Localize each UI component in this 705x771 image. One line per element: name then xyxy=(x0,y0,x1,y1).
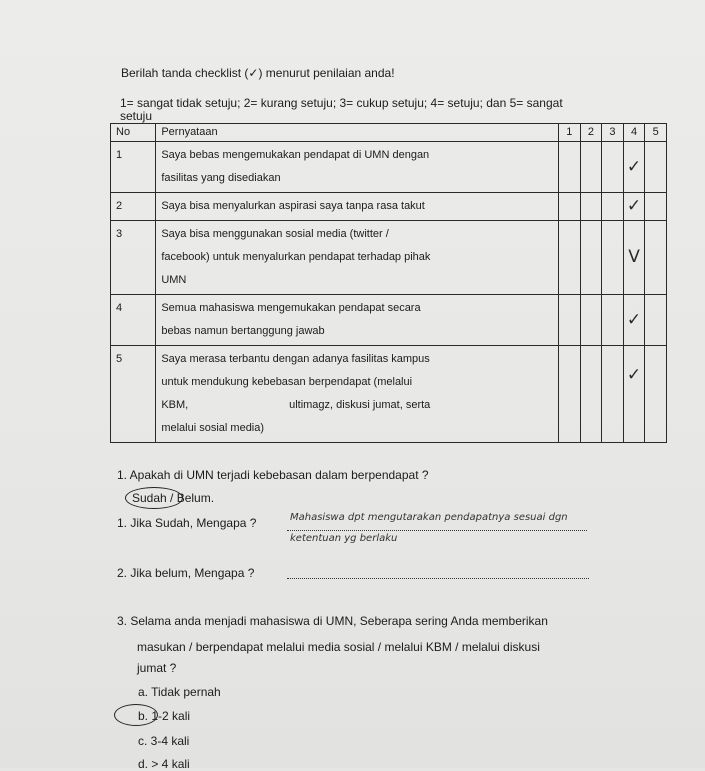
cell-scale-1[interactable] xyxy=(559,193,581,221)
option-c[interactable]: c. 3-4 kali xyxy=(138,734,190,748)
statement-line: fasilitas yang disediakan xyxy=(161,172,281,184)
cell-scale-2[interactable] xyxy=(580,142,602,193)
instruction-line-2: 1= sangat tidak setuju; 2= kurang setuju; 3= cukup setuju; 4= setuju; dan 5= sangat xyxy=(120,96,563,110)
cell-scale-5[interactable] xyxy=(645,193,667,221)
statement-line: KBM, ultimagz, diskusi jumat, serta xyxy=(161,399,431,411)
handwritten-answer-line-2: ketentuan yg berlaku xyxy=(290,533,398,544)
handwritten-answer-line-1: Mahasiswa dpt mengutarakan pendapatnya sesuai dgn xyxy=(290,512,568,523)
table-row xyxy=(111,346,667,443)
instruction-line-3: setuju xyxy=(120,109,153,123)
cell-scale-4-checked[interactable]: ✓ xyxy=(623,295,645,346)
question-1: 1. Apakah di UMN terjadi kebebasan dalam berpendapat ? xyxy=(117,468,429,482)
row-statement xyxy=(156,193,559,221)
cell-scale-4-checked[interactable]: V xyxy=(623,221,645,295)
row-number: 3 xyxy=(111,221,156,295)
statement-line: Semua mahasiswa mengemukakan pendapat secara xyxy=(161,302,421,314)
answer-circle xyxy=(114,704,158,726)
option-b[interactable]: b. 1-2 kali xyxy=(138,709,191,723)
rating-table xyxy=(110,123,667,443)
question-2-belum-label: 2. Jika belum, Mengapa ? xyxy=(117,566,255,580)
header-scale-5: 5 xyxy=(645,124,667,142)
statement-line: melalui sosial media) xyxy=(161,422,265,434)
statement-line: Saya bisa menyalurkan aspirasi saya tanpa rasa takut xyxy=(161,200,425,212)
cell-scale-1[interactable] xyxy=(559,142,581,193)
row-number: 4 xyxy=(111,295,156,346)
statement-line: untuk mendukung kebebasan berpendapat (melalui xyxy=(161,376,413,388)
cell-scale-2[interactable] xyxy=(580,193,602,221)
cell-scale-1[interactable] xyxy=(559,346,581,443)
header-scale-1: 1 xyxy=(559,124,581,142)
answer-circle xyxy=(125,487,183,509)
cell-scale-4-checked[interactable]: ✓ xyxy=(623,193,645,221)
cell-scale-5[interactable] xyxy=(645,142,667,193)
instruction-line-1: Berilah tanda checklist (✓) menurut penilaian anda! xyxy=(121,66,395,80)
header-scale-4: 4 xyxy=(623,124,645,142)
cell-scale-5[interactable] xyxy=(645,295,667,346)
header-no: No xyxy=(111,124,156,142)
cell-scale-5[interactable] xyxy=(645,346,667,443)
answer-line xyxy=(287,530,587,531)
cell-scale-3[interactable] xyxy=(602,295,624,346)
cell-scale-1[interactable] xyxy=(559,295,581,346)
cell-scale-3[interactable] xyxy=(602,346,624,443)
cell-scale-2[interactable] xyxy=(580,346,602,443)
statement-line: Saya bebas mengemukakan pendapat di UMN dengan xyxy=(161,149,430,161)
row-statement xyxy=(156,346,559,443)
statement-line: Saya merasa terbantu dengan adanya fasilitas kampus xyxy=(161,353,430,365)
cell-scale-4-checked[interactable]: ✓ xyxy=(623,142,645,193)
option-d[interactable]: d. > 4 kali xyxy=(138,757,190,771)
cell-scale-1[interactable] xyxy=(559,221,581,295)
question-1-options: Sudah / Belum. xyxy=(132,491,215,505)
header-scale-3: 3 xyxy=(602,124,624,142)
question-3-line-3: jumat ? xyxy=(137,661,177,675)
option-a[interactable]: a. Tidak pernah xyxy=(138,685,221,699)
cell-scale-3[interactable] xyxy=(602,193,624,221)
row-number: 2 xyxy=(111,193,156,221)
table-row xyxy=(111,142,667,193)
statement-line: facebook) untuk menyalurkan pendapat terhadap pihak xyxy=(161,251,431,263)
statement-line: bebas namun bertanggung jawab xyxy=(161,325,325,337)
cell-scale-4-checked[interactable]: ✓ xyxy=(623,346,645,443)
row-statement xyxy=(156,295,559,346)
row-number: 5 xyxy=(111,346,156,443)
header-scale-2: 2 xyxy=(580,124,602,142)
question-1-sudah-label: 1. Jika Sudah, Mengapa ? xyxy=(117,516,257,530)
table-header-row xyxy=(111,124,667,142)
statement-line: UMN xyxy=(161,274,187,286)
question-3-line-2: masukan / berpendapat melalui media sosial / melalui KBM / melalui diskusi xyxy=(137,640,540,654)
row-statement xyxy=(156,142,559,193)
table-row xyxy=(111,295,667,346)
cell-scale-3[interactable] xyxy=(602,142,624,193)
answer-line xyxy=(287,578,589,579)
row-number: 1 xyxy=(111,142,156,193)
statement-line: Saya bisa menggunakan sosial media (twitter / xyxy=(161,228,389,240)
question-3-line-1: 3. Selama anda menjadi mahasiswa di UMN, Seberapa sering Anda memberikan xyxy=(117,614,548,628)
cell-scale-3[interactable] xyxy=(602,221,624,295)
cell-scale-2[interactable] xyxy=(580,295,602,346)
header-statement: Pernyataan xyxy=(156,124,559,142)
table-row xyxy=(111,221,667,295)
table-row xyxy=(111,193,667,221)
cell-scale-2[interactable] xyxy=(580,221,602,295)
row-statement xyxy=(156,221,559,295)
cell-scale-5[interactable] xyxy=(645,221,667,295)
